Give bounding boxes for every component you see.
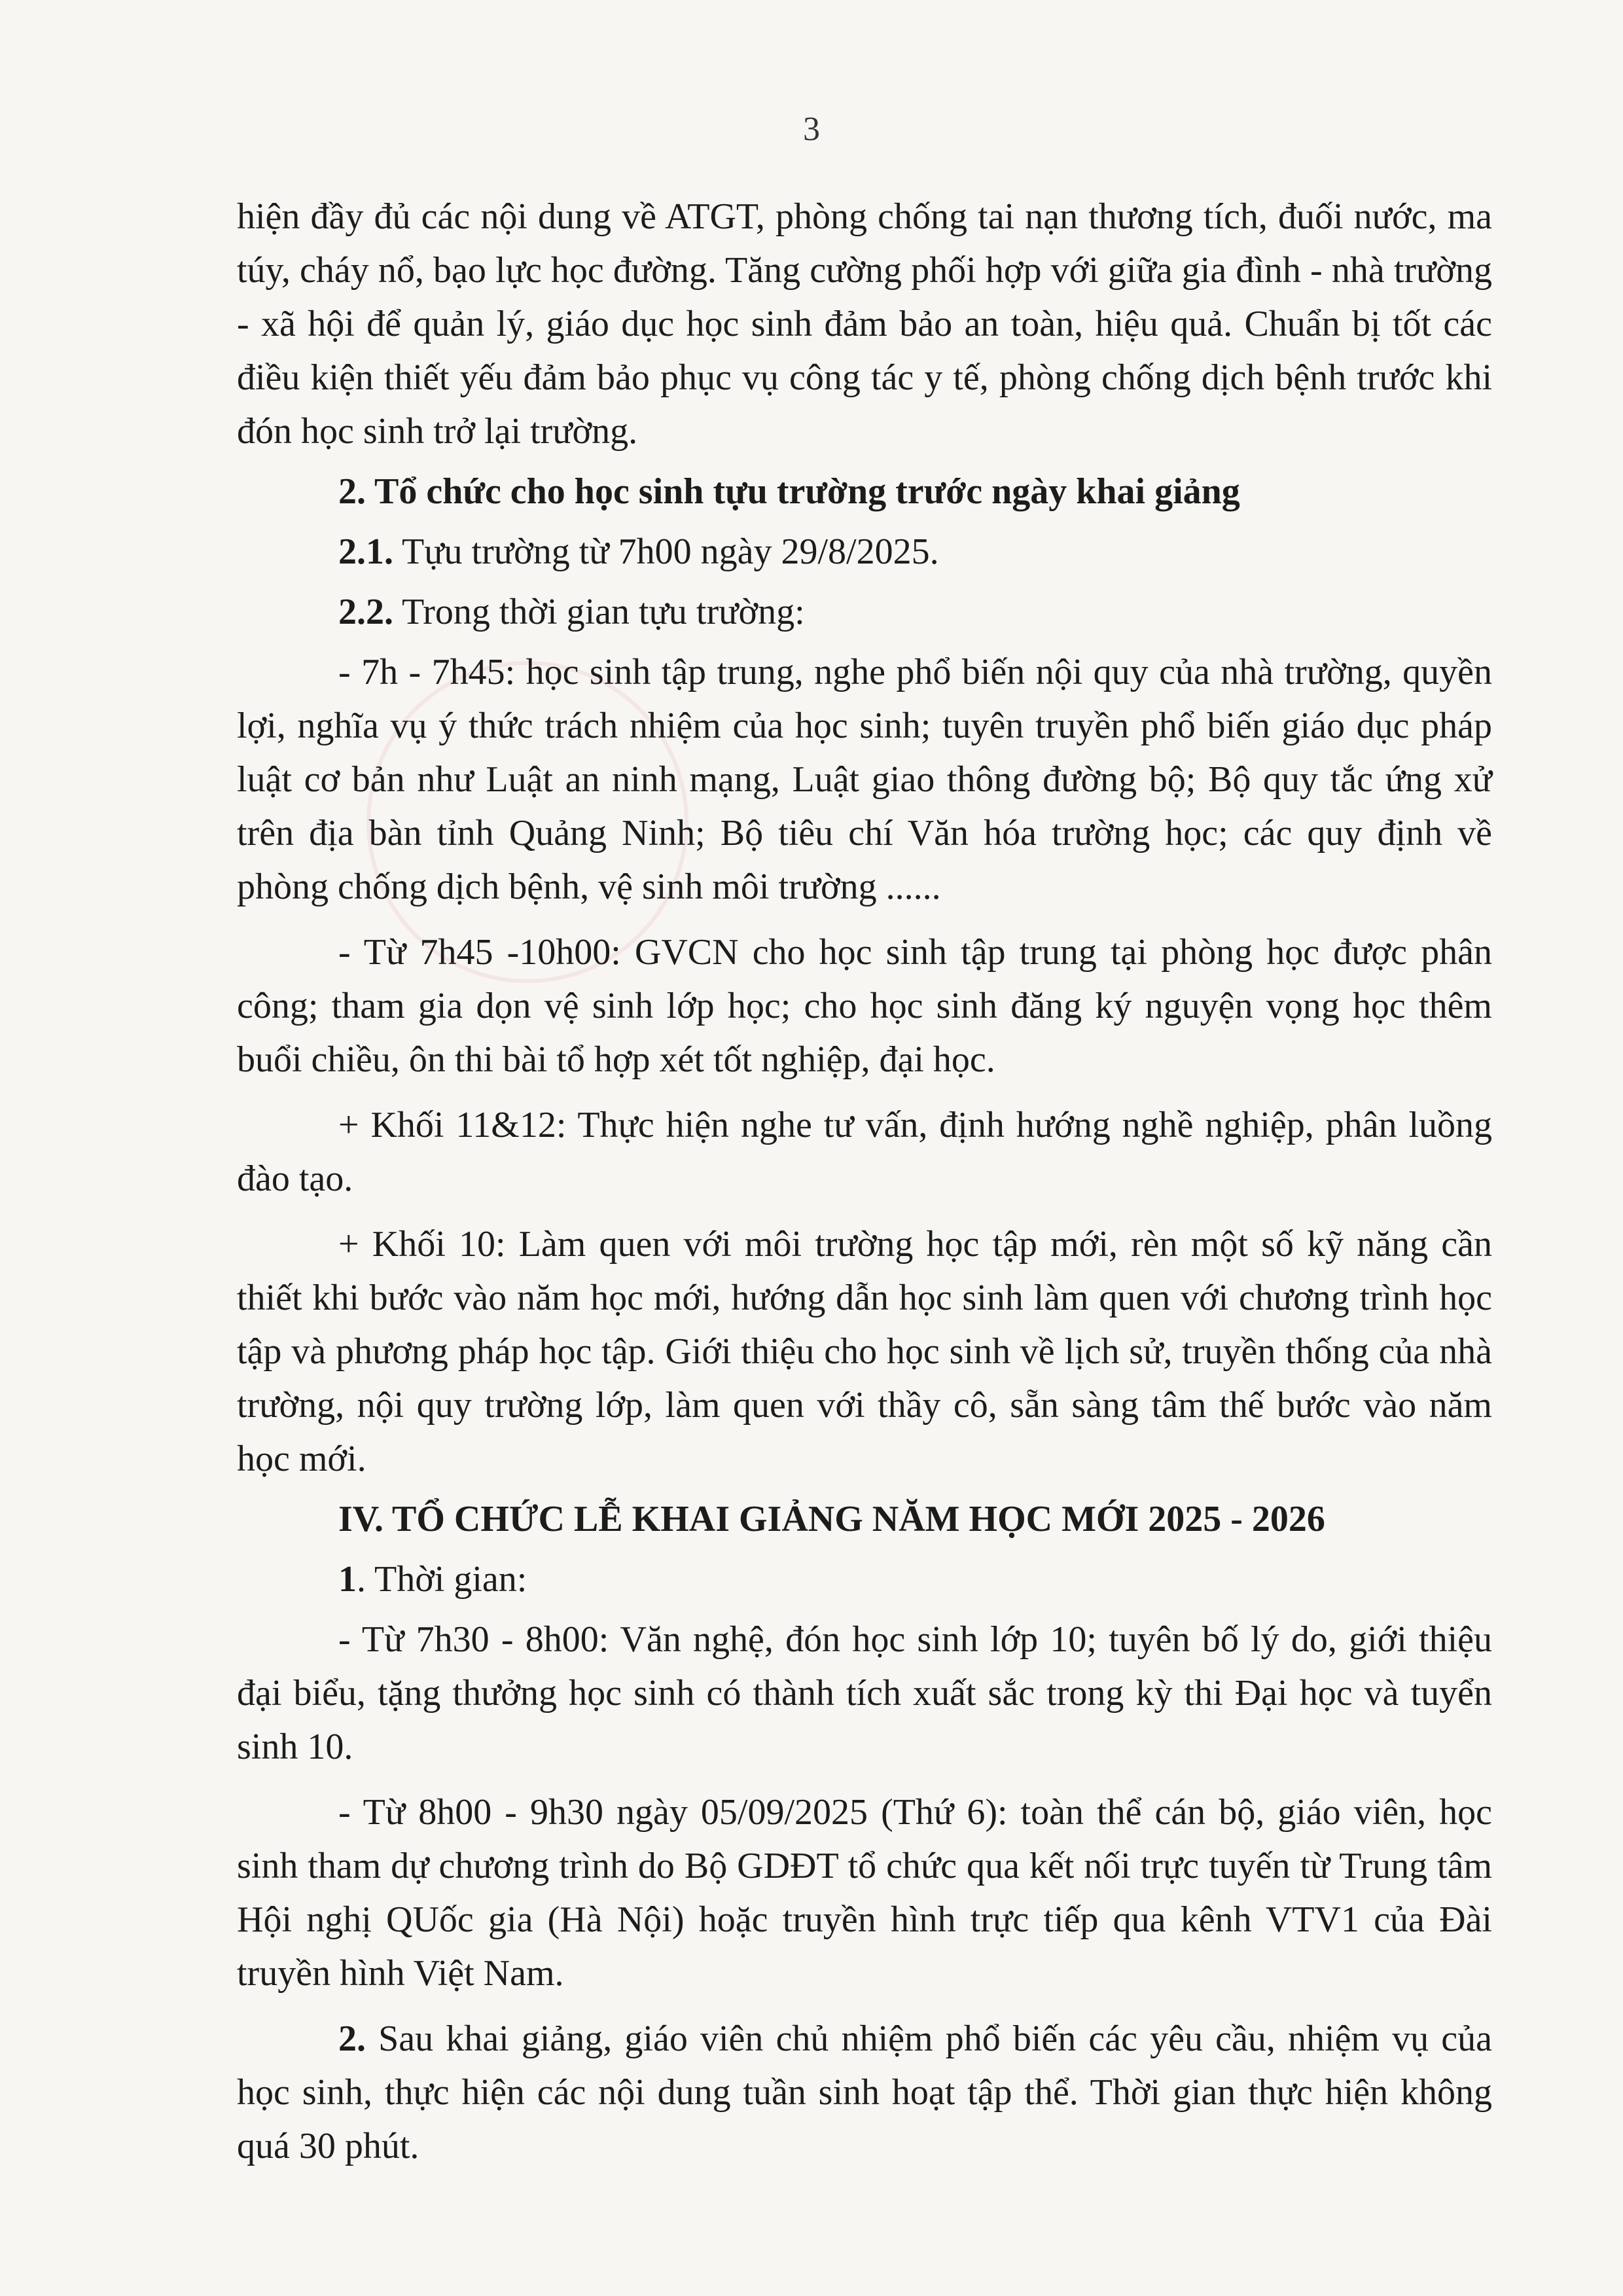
item-number: 1 xyxy=(338,1559,357,1600)
grade-11-12-item: + Khối 11&12: Thực hiện nghe tư vấn, định hướng nghề nghiệp, phân luồng đào tạo. xyxy=(237,1105,1492,1199)
page-number: 3 xyxy=(803,111,820,148)
section-heading-iv: IV. TỔ CHỨC LỄ KHAI GIẢNG NĂM HỌC MỚI 2025 - 2026 xyxy=(338,1499,1325,1539)
grade-10-item: + Khối 10: Làm quen với môi trường học tập mới, rèn một số kỹ năng cần thiết khi bước vào năm học mới, hướng dẫn học sinh làm quen với chương trình học tập và phương pháp học tập. Giới thiệu cho học sinh về lịch sử, truyền thống của nhà trường, nội quy trường lớp, làm quen với thầy cô, sẵn sàng tâm thế bước vào năm học mới. xyxy=(237,1224,1492,1479)
item-text: . Thời gian: xyxy=(357,1559,527,1600)
subsection-number: 2.2. xyxy=(338,592,393,632)
item-text: Sau khai giảng, giáo viên chủ nhiệm phổ biến các yêu cầu, nhiệm vụ của học sinh, thực hiện các nội dung tuần sinh hoạt tập thể. Thời gian thực hiện không quá 30 phút. xyxy=(237,2018,1492,2166)
schedule-item-7h45: - Từ 7h45 -10h00: GVCN cho học sinh tập trung tại phòng học được phân công; tham gia dọn vệ sinh lớp học; cho học sinh đăng ký nguyện vọng học thêm buổi chiều, ôn thi bài tổ hợp xét tốt nghiệp, đại học. xyxy=(237,932,1492,1080)
item-number: 2. xyxy=(338,2018,366,2059)
document-body xyxy=(237,190,1492,2173)
subsection-text: Trong thời gian tựu trường: xyxy=(393,592,805,632)
time-heading xyxy=(237,1552,1492,1606)
ceremony-item-8h00: - Từ 8h00 - 9h30 ngày 05/09/2025 (Thứ 6): toàn thể cán bộ, giáo viên, học sinh tham dự chương trình do Bộ GDĐT tổ chức qua kết nối trực tuyến từ Trung tâm Hội nghị QUốc gia (Hà Nội) hoặc truyền hình trực tiếp qua kênh VTV1 của Đài truyền hình Việt Nam. xyxy=(237,1792,1492,1994)
paragraph-continuation: hiện đầy đủ các nội dung về ATGT, phòng chống tai nạn thương tích, đuối nước, ma túy, cháy nổ, bạo lực học đường. Tăng cường phối hợp với giữa gia đình - nhà trường - xã hội để quản lý, giáo dục học sinh đảm bảo an toàn, hiệu quả. Chuẩn bị tốt các điều kiện thiết yếu đảm bảo phục vụ công tác y tế, phòng chống dịch bệnh trước khi đón học sinh trở lại trường. xyxy=(237,196,1492,452)
subsection-2-1 xyxy=(237,525,1492,579)
schedule-item-7h: - 7h - 7h45: học sinh tập trung, nghe phổ biến nội quy của nhà trường, quyền lợi, nghĩa vụ ý thức trách nhiệm của học sinh; tuyên truyền phổ biến giáo dục pháp luật cơ bản như Luật an ninh mạng, Luật giao thông đường bộ; Bộ quy tắc ứng xử trên địa bàn tỉnh Quảng Ninh; Bộ tiêu chí Văn hóa trường học; các quy định về phòng chống dịch bệnh, vệ sinh môi trường ...... xyxy=(237,652,1492,907)
post-ceremony-item xyxy=(237,2012,1492,2173)
ceremony-item-7h30: - Từ 7h30 - 8h00: Văn nghệ, đón học sinh lớp 10; tuyên bố lý do, giới thiệu đại biểu, tặng thưởng học sinh có thành tích xuất sắc trong kỳ thi Đại học và tuyển sinh 10. xyxy=(237,1619,1492,1767)
section-heading-2: 2. Tổ chức cho học sinh tựu trường trước ngày khai giảng xyxy=(338,471,1240,512)
subsection-2-2 xyxy=(237,585,1492,639)
subsection-number: 2.1. xyxy=(338,531,393,572)
subsection-text: Tựu trường từ 7h00 ngày 29/8/2025. xyxy=(393,531,939,572)
